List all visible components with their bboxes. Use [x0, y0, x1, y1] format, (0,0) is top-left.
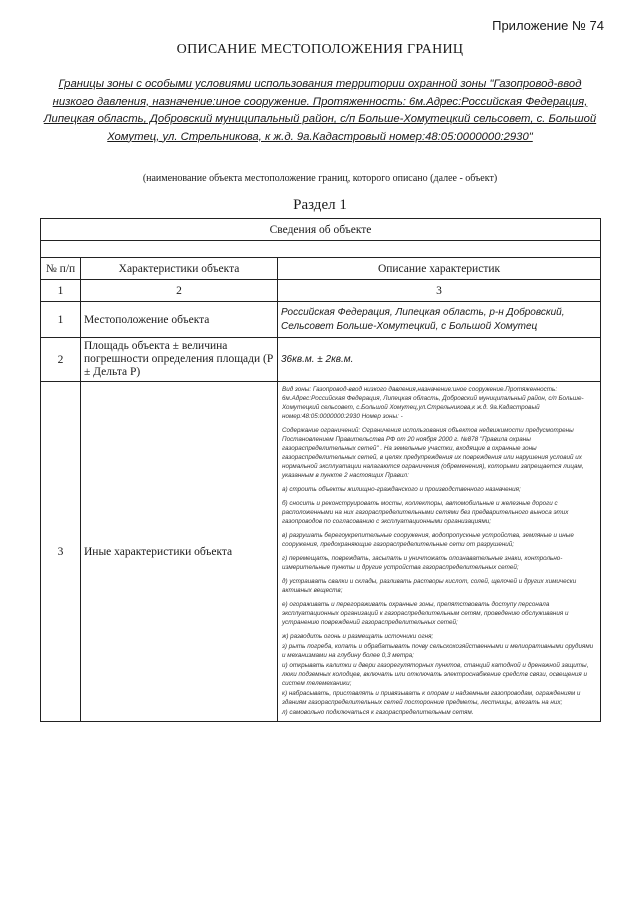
- appendix-number: Приложение № 74: [492, 18, 604, 33]
- row-number: 2: [41, 338, 81, 382]
- table-row: [41, 302, 601, 338]
- row-value: 36кв.м. ± 2кв.м.: [278, 338, 601, 382]
- restrictions-cell: [278, 382, 601, 722]
- zone-description: [40, 76, 600, 146]
- table-spacer-row: [41, 241, 601, 258]
- restriction-item: и) открывать калитки и двери газорегуляторных пунктов, станций катодной и дренажной защиты, люки подземных колодцев, включать или отключать электроснабжение средств связи, освещения и систем телемеханики;: [282, 662, 589, 687]
- row-value: Российская Федерация, Липецкая область, р-н Добровский, Сельсовет Больше-Хомутецкий, с Большой Хомутец: [278, 302, 601, 338]
- row-label: Местоположение объекта: [81, 302, 278, 338]
- table-row: [41, 338, 601, 382]
- restriction-item: г) перемещать, повреждать, засыпать и уничтожать опознавательные знаки, контрольно-измерительные пункты и другие устройства газораспределительных сетей;: [282, 555, 563, 571]
- restriction-item: е) огораживать и перегораживать охранные зоны, препятствовать доступу персонала эксплуатационных организаций к газораспределительным сетям, проведению обслуживания и устранению повреждений газораспределительных сетей;: [282, 601, 569, 626]
- restriction-item: в) разрушать берегоукрепительные сооружения, водопропускные устройства, земляные и иные сооружения, предохраняющие газораспределительные сети от разрушений;: [282, 532, 574, 548]
- object-caption: (наименование объекта местоположение границ, которого описано (далее - объект): [142, 173, 498, 184]
- column-number-2: 2: [81, 280, 278, 302]
- restriction-item: д) устраивать свалки и склады, разливать растворы кислот, солей, щелочей и других химически активных веществ;: [282, 578, 577, 594]
- restriction-item: б) сносить и реконструировать мосты, коллекторы, автомобильные и железные дороги с расположенными на них газораспределительными сетями без предварительного выноса этих газопроводов по согласованию с эксплуатационными организациями;: [282, 500, 569, 525]
- column-number-row: [41, 280, 601, 302]
- zone-type-paragraph: Вид зоны: Газопровод-ввод низкого давления,назначение:иное сооружение.Протяженность: 6м.Адрес:Российская Федерация, Липецкая область, Добровский муниципальный район, с/п Больше-Хомутецкий сельсовет, с.Большой Хомутец,ул.Стрельникова,к ж.д. 9а.Кадастровый номер:48:05:0000000:2930 Номер зоны: -: [282, 386, 584, 420]
- restriction-item: ж) разводить огонь и размещать источники огня;: [282, 633, 434, 640]
- column-number-1: 1: [41, 280, 81, 302]
- restriction-item: а) строить объекты жилищно-гражданского и производственного назначения;: [282, 486, 521, 493]
- page-title: ОПИСАНИЕ МЕСТОПОЛОЖЕНИЯ ГРАНИЦ: [176, 42, 464, 57]
- restriction-item: л) самовольно подключаться к газораспределительным сетям.: [282, 709, 474, 716]
- restrictions-intro-paragraph: Содержание ограничений: Ограничения использования объектов недвижимости предусмотрены Постановлением Правительства РФ от 20 ноября 2000 г. №878 "Правила охраны газораспределительных сетей" . На земельные участки, входящие в охранные зоны газораспределительных сетей, в целях предупреждения их повреждения или нарушения условий их нормальной эксплуатации налагаются ограничения (обременения), которыми запрещается лицам, указанным в пункте 2 настоящих Правил:: [282, 427, 584, 479]
- object-info-table: [40, 218, 601, 722]
- restriction-item: к) набрасывать, приставлять и привязывать к опорам и надземным газопроводам, ограждениям и зданиям газораспределительных сетей посторонние предметы, лестницы, влезать на них;: [282, 690, 581, 706]
- table-header: Сведения об объекте: [41, 219, 601, 241]
- table-header-row: [41, 219, 601, 241]
- column-header-characteristic: Характеристики объекта: [81, 258, 278, 280]
- row-label: Иные характеристики объекта: [81, 382, 278, 722]
- column-header-row: [41, 258, 601, 280]
- column-number-3: 3: [278, 280, 601, 302]
- table-row: [41, 382, 601, 722]
- row-number: 1: [41, 302, 81, 338]
- column-header-description: Описание характеристик: [278, 258, 601, 280]
- row-number: 3: [41, 382, 81, 722]
- restriction-item: з) рыть погреба, копать и обрабатывать почву сельскохозяйственными и мелиоративными орудиями и механизмами на глубину более 0,3 метра;: [282, 643, 594, 659]
- zone-description-text: Границы зоны с особыми условиями использования территории охранной зоны "Газопровод-ввод низкого давления, назначение:иное сооружение. Протяженность: 6м.Адрес:Российская Федерация, Липецкая область, Добровский муниципальный район, с/п Больше-Хомутецкий сельсовет, с. Большой Хомутец, ул. Стрельникова, к ж.д. 9а.Кадастровый номер:48:05:0000000:2930": [43, 78, 597, 143]
- column-header-number: № п/п: [41, 258, 81, 280]
- table-spacer-cell: [41, 241, 601, 258]
- section-heading: Раздел 1: [293, 197, 347, 213]
- row-label: Площадь объекта ± величина погрешности определения площади (Р ± Дельта Р): [81, 338, 278, 382]
